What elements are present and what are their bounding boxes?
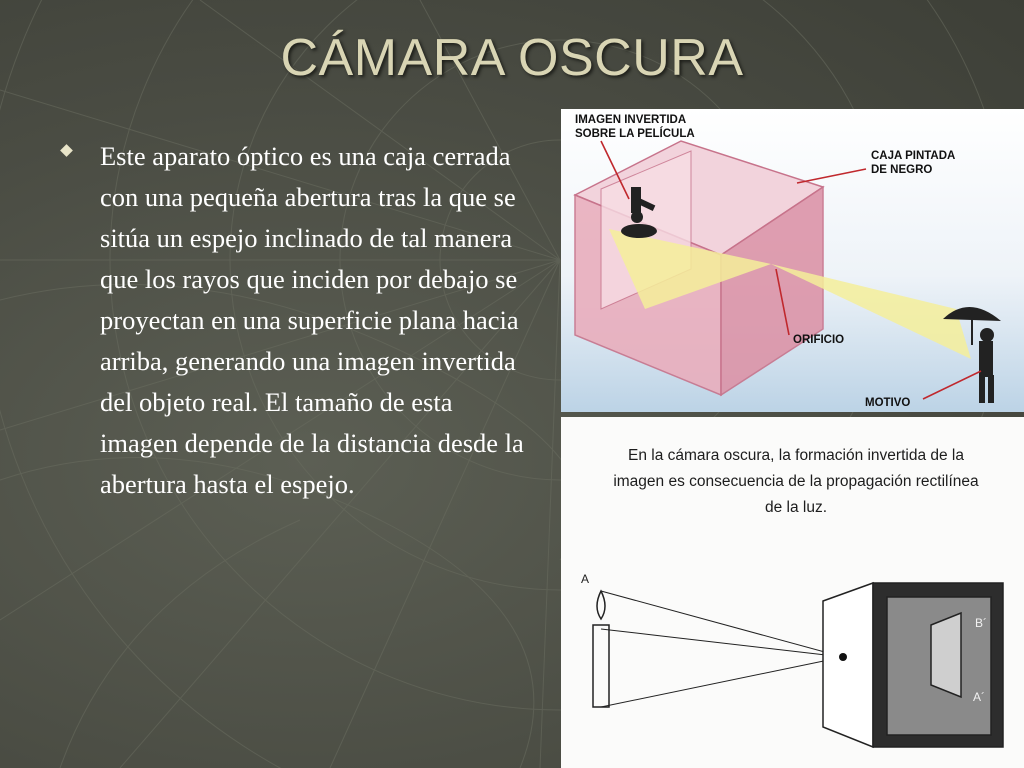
bullet-item — [62, 136, 532, 505]
bullet-text: Este aparato óptico es una caja cerrada con una pequeña abertura tras la que se sitúa un espejo inclinado de tal manera que los rayos que inciden por debajo se proyectan en una superficie plana hacia arriba, generando una imagen invertida del objeto real. El tamaño de esta imagen depende de la distancia desde la abertura hasta el espejo. — [100, 141, 524, 499]
label-inverted-image-line2: SOBRE LA PELÍCULA — [575, 128, 695, 140]
label-inverted-image-line1: IMAGEN INVERTIDA — [575, 114, 687, 126]
diagram-caption: En la cámara oscura, la formación invertida de la imagen es consecuencia de la propagación rectilínea de la luz. — [613, 447, 979, 516]
pinhole — [839, 653, 847, 661]
dark-box — [823, 583, 1003, 747]
label-box-line1: CAJA PINTADA — [871, 150, 956, 162]
label-b-prime: B´ — [975, 616, 987, 630]
slide-title: CÁMARA OSCURA — [280, 29, 744, 87]
label-subject: MOTIVO — [865, 397, 911, 409]
camera-obscura-illustration — [561, 109, 1024, 412]
label-box-line2: DE NEGRO — [871, 164, 933, 176]
label-a-prime: A´ — [973, 690, 985, 704]
label-hole: ORIFICIO — [793, 334, 845, 346]
candle-figure — [593, 591, 609, 707]
diamond-bullet-icon — [60, 144, 73, 157]
label-a: A — [581, 572, 590, 586]
pinhole-diagram — [561, 417, 1024, 768]
